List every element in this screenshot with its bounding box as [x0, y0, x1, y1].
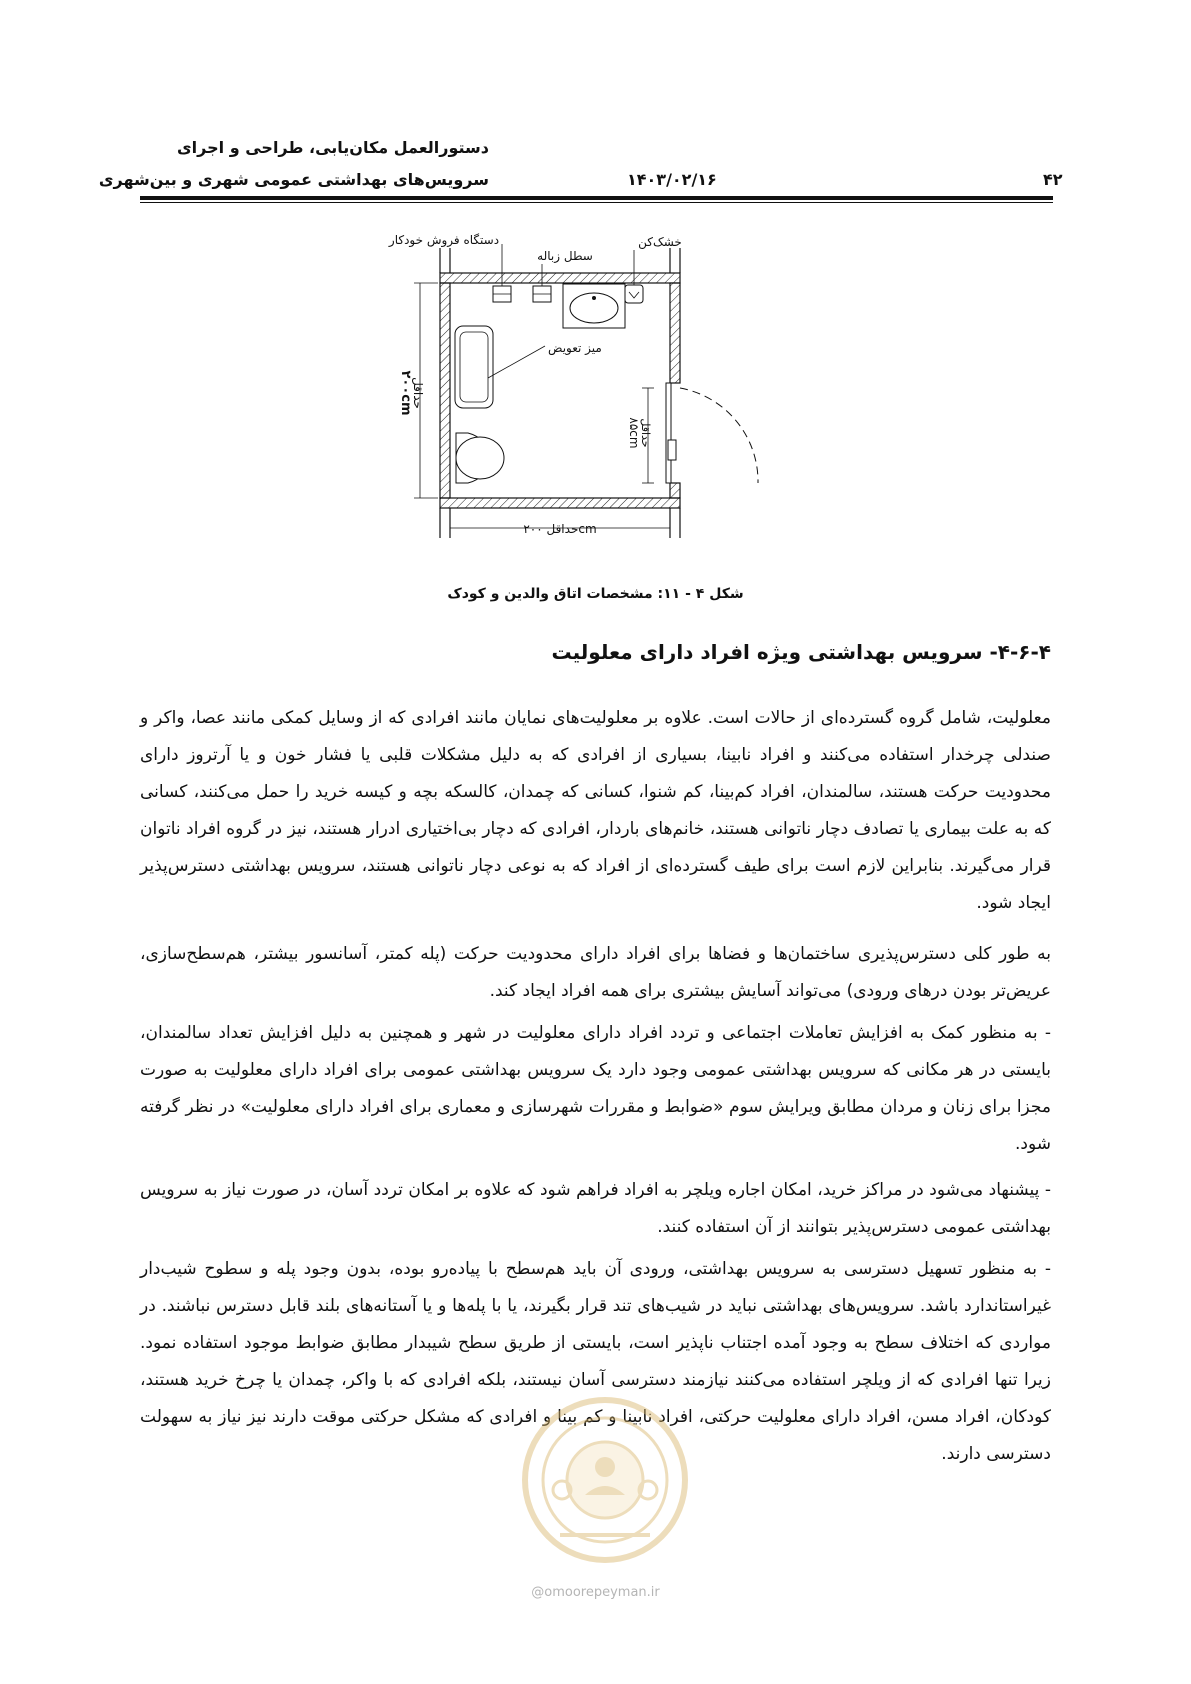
page-number: ۴۲ — [1043, 170, 1063, 189]
changing-table-fixture — [455, 326, 493, 408]
header-title-line2: سرویس‌های بهداشتی عمومی شهری و بین‌شهری — [98, 170, 489, 189]
paragraph-2: به طور کلی دسترس‌پذیری ساختمان‌ها و فضاها برای افراد دارای محدودیت حرکت (پله کمتر، آسانسور بیشتر، هم‌سطح‌سازی، عریض‌تر بودن درهای ورودی) می‌تواند آسایش بیشتری برای همه افراد ایجاد کند. — [140, 944, 1051, 1001]
label-dryer: خشک‌کن — [638, 235, 682, 249]
paragraph-1: معلولیت، شامل گروه گسترده‌ای از حالات است. علاوه بر معلولیت‌های نمایان مانند افرادی که از وسایل کمکی مانند عصا، واکر و صندلی چرخدار استفاده می‌کنند و افراد نابینا، بسیاری از افرادی که به دلیل مشکلات قلبی یا فشار خون و یا آرتروز دارای محدودیت حرکت هستند، سالمندان، افراد کم‌بینا، کم شنوا، کسانی که چمدان، کالسکه بچه و کیسه خرید را حمل می‌کنند، کسانی که به علت بیماری یا تصادف دچار ناتوانی هستند، خانم‌های باردار، افرادی که دچار بی‌اختیاری ادرار هستند، نیز در گروه افراد ناتوان قرار می‌گیرند. بنابراین لازم است برای طیف گسترده‌ای از افراد که به نوعی دچار ناتوانی هستند، سرویس بهداشتی دسترس‌پذیر ایجاد شود. — [140, 708, 1051, 913]
door-swing — [666, 383, 758, 483]
figure-caption: شکل ۴ - ۱۱: مشخصات اتاق والدین و کودک — [447, 586, 744, 602]
label-trash: سطل زباله — [537, 249, 593, 263]
watermark-seal — [520, 1395, 690, 1565]
paragraph-5: - به منظور تسهیل دسترسی به سرویس بهداشتی، ورودی آن باید هم‌سطح با پیاده‌رو بوده، بدون وجود پله و سطوح شیب‌دار غیراستاندارد باشد. سرویس‌های بهداشتی نباید در شیب‌های تند قرار بگیرند، یا با پله‌ها و یا آستانه‌های بلند قابل دسترس نباشند. در مواردی که اختلاف سطح به وجود آمده اجتناب ناپذیر است، بایستی از طریق سطح شیبدار مطابق ضوابط موجود استفاده نمود. زیرا تنها افرادی که از ویلچر استفاده می‌کنند نیازمند دسترسی آسان نیستند، بلکه افرادی که با واکر، چمدان یا چرخ خرید هستند، کودکان، افراد مسن، افراد دارای معلولیت حرکتی، افراد نابینا و کم بینا و افرادی که مشکل حرکتی موقت دارند نیز نیاز به سهولت دسترسی دارند. — [140, 1259, 1051, 1464]
paragraph-3: - به منظور کمک به افزایش تعاملات اجتماعی و تردد افراد دارای معلولیت در شهر و همچنین به دلیل افزایش تعداد سالمندان، بایستی در هر مکانی که سرویس بهداشتی عمومی وجود دارد یک سرویس بهداشتی عمومی برای افراد دارای معلولیت به صورت مجزا برای زنان و مردان مطابق ویرایش سوم «ضوابط و مقررات شهرسازی و معماری برای افراد دارای معلولیت» در نظر گرفته شود. — [140, 1023, 1051, 1154]
label-changing-table: میز تعویض — [548, 341, 602, 355]
label-min-door: حداقل — [639, 418, 652, 448]
section-heading: ۴-۶-۴- سرویس بهداشتی ویژه افراد دارای معلولیت — [551, 640, 1051, 664]
label-dim-door: ۸۵cm — [627, 417, 641, 449]
sink-fixture — [563, 284, 625, 328]
label-vending: دستگاه فروش خودکار — [388, 233, 500, 247]
hand-dryer-fixture — [625, 285, 643, 303]
header-title-line1: دستورالعمل مکان‌یابی، طراحی و اجرای — [177, 138, 489, 157]
label-min-left: حداقل — [411, 377, 425, 409]
label-dim-left: ۲۰۰cm — [398, 370, 413, 416]
trash-bin-fixture — [533, 286, 551, 302]
toilet-fixture — [456, 433, 504, 483]
paragraph-4: - پیشنهاد می‌شود در مراکز خرید، امکان اجاره ویلچر به افراد فراهم شود که علاوه بر امکان تردد آسان، در صورت نیاز به سرویس بهداشتی عمومی دسترس‌پذیر بتوانند از آن استفاده کنند. — [140, 1180, 1051, 1237]
watermark-url: @omoorepeyman.ir — [531, 1585, 660, 1600]
vending-machine-fixture — [493, 286, 511, 302]
header-rule-thin — [140, 202, 1053, 203]
header-rule-thick — [140, 196, 1053, 200]
header-date: ۱۴۰۳/۰۲/۱۶ — [627, 170, 717, 189]
label-dim-bottom: حداقل ۲۰۰cm — [523, 522, 597, 536]
floor-plan-figure — [380, 228, 840, 568]
dimension-lines — [414, 283, 670, 534]
